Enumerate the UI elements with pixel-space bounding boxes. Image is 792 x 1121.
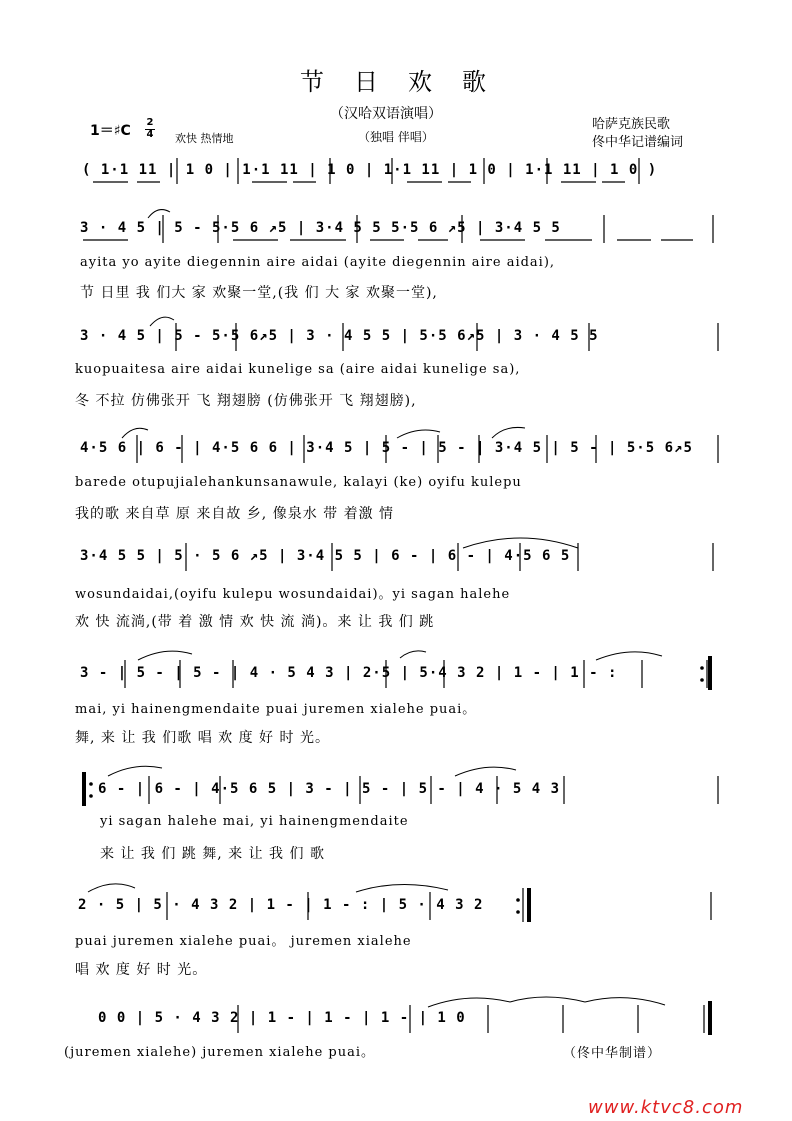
key-signature: 1＝♯C	[90, 123, 131, 139]
lyric-pinyin-line-3: kuopuaitesa aire aidai kunelige sa (aire aidai kunelige sa),	[75, 362, 521, 377]
lyric-pinyin-line-8: puai juremen xialehe puai。 juremen xialehe	[75, 934, 412, 949]
lyric-chinese-line-8: 唱 欢 度 好 时 光。	[75, 962, 208, 978]
lyric-pinyin-line-7: yi sagan halehe mai, yi hainengmendaite	[100, 814, 409, 829]
time-signature	[145, 118, 155, 140]
score-maker-credit: （佟中华制谱）	[563, 1046, 662, 1061]
notation-line-1: ( 1·1 11 | 1 0 | 1·1 11 | 1 0 | 1·1 11 | 1 0 | 1·1 11 | 1 0 )	[82, 162, 658, 178]
lyric-chinese-line-3: 冬 不拉 仿佛张开 飞 翔翅膀 (仿佛张开 飞 翔翅膀),	[75, 393, 417, 409]
lyric-chinese-line-4: 我的歌 来自草 原 来自故 乡, 像泉水 带 着激 情	[75, 506, 395, 522]
notation-line-8: 2 · 5 | 5 · 4 3 2 | 1 - | 1 - : | 5 · 4 3 2	[78, 897, 484, 913]
notation-line-7: 6 - | 6 - | 4·5 6 5 | 3 - | 5 - | 5 - | 4 · 5 4 3	[98, 781, 561, 797]
performance-mode: （独唱 伴唱）	[358, 130, 434, 144]
lyric-pinyin-line-4: barede otupujialehankunsanawule, kalayi (ke) oyifu kulepu	[75, 475, 522, 490]
notation-line-6: 3 - | 5 - | 5 - | 4 · 5 4 3 | 2·5 | 5·4 3 2 | 1 - | 1 - :	[80, 665, 618, 681]
lyric-pinyin-line-5: wosundaidai,(oyifu kulepu wosundaidai)。yi sagan halehe	[75, 587, 511, 602]
lyric-chinese-line-6: 舞, 来 让 我 们歌 唱 欢 度 好 时 光。	[75, 730, 330, 746]
time-signature-bottom: 4	[146, 129, 154, 140]
time-signature-top: 2	[146, 117, 154, 128]
song-subtitle: （汉哈双语演唱）	[330, 106, 442, 122]
lyric-chinese-line-5: 欢 快 流淌,(带 着 激 情 欢 快 流 淌)。来 让 我 们 跳	[75, 614, 435, 630]
notation-line-9: 0 0 | 5 · 4 3 2 | 1 - | 1 - | 1 - | 1 0	[98, 1010, 466, 1026]
lyric-pinyin-line-2: ayita yo ayite diegennin aire aidai (ayite diegennin aire aidai),	[80, 255, 556, 270]
song-title: 节日欢歌	[300, 68, 516, 96]
lyric-chinese-line-2: 节 日里 我 们大 家 欢聚一堂,(我 们 大 家 欢聚一堂),	[80, 285, 438, 301]
lyric-pinyin-line-6: mai, yi hainengmendaite puai juremen xialehe puai。	[75, 702, 477, 717]
origin-credit: 哈萨克族民歌	[592, 117, 671, 132]
notation-line-3: 3 · 4 5 | 5 - 5·5 6↗5 | 3 · 4 5 5 | 5·5 6↗5 | 3 · 4 5 5	[80, 328, 599, 344]
arranger-credit: 佟中华记谱编词	[592, 135, 684, 150]
tempo-marking: 欢快 热情地	[175, 132, 234, 145]
lyric-pinyin-line-9: (juremen xialehe) juremen xialehe puai。	[64, 1045, 375, 1060]
notation-line-4: 4·5 6 | 6 - | 4·5 6 6 | 3·4 5 | 5 - | 5 - | 3·4 5 | 5 - | 5·5 6↗5	[80, 440, 693, 456]
lyric-chinese-line-7: 来 让 我 们 跳 舞, 来 让 我 们 歌	[100, 846, 325, 862]
site-watermark: www.ktvc8.com	[588, 1097, 744, 1118]
notation-line-5: 3·4 5 5 | 5 · 5 6 ↗5 | 3·4 5 5 | 6 - | 6 - | 4·5 6 5	[80, 548, 571, 564]
notation-line-2: 3 · 4 5 | 5 - 5·5 6 ↗5 | 3·4 5 5 5·5 6 ↗5 | 3·4 5 5	[80, 220, 561, 236]
